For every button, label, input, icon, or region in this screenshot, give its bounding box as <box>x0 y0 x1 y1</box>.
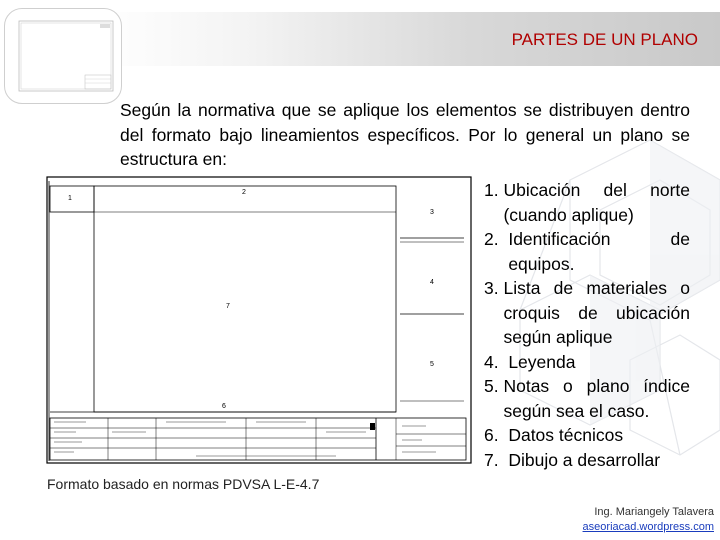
title-block-logo <box>370 423 375 430</box>
intro-paragraph: Según la normativa que se aplique los elementos se distribuyen dentro del formato bajo lineamientos específicos. Por lo general un plano se estructura en: <box>120 100 690 169</box>
list-item <box>484 423 690 448</box>
list-item <box>484 350 690 375</box>
list-item <box>484 276 690 350</box>
zone-label-2: 2 <box>242 189 246 196</box>
list-item <box>484 374 690 423</box>
list-item-number: 4. <box>484 351 509 372</box>
list-item-number: 5. <box>484 376 504 396</box>
drawing-format-diagram <box>46 176 472 464</box>
list-item-number: 6. <box>484 425 509 445</box>
zone-label-3: 3 <box>430 209 434 216</box>
list-item-number: 3. <box>484 278 504 298</box>
list-item-text: Notas o plano índice según sea el caso. <box>503 376 690 421</box>
list-item-text: Lista de materiales o croquis de ubicación según aplique <box>503 278 690 347</box>
list-item-number: 1. <box>484 180 504 200</box>
zone-label-7: 7 <box>226 303 230 310</box>
list-item-number: 2. <box>484 229 509 249</box>
sheet-thumbnail-image <box>5 9 121 103</box>
zone-label-1: 1 <box>68 195 72 202</box>
parts-list <box>484 178 690 472</box>
list-item-text: Ubicación del norte (cuando aplique) <box>503 180 690 225</box>
list-item-text: Datos técnicos <box>508 425 624 445</box>
drawing-caption: Formato basado en normas PDVSA L-E-4.7 <box>47 476 320 492</box>
list-item-text: Identificación de equipos. <box>508 229 690 274</box>
slide-title: PARTES DE UN PLANO <box>511 30 698 49</box>
zone-label-5: 5 <box>430 361 434 368</box>
sheet-border <box>47 177 471 463</box>
sheet-thumbnail <box>4 8 122 104</box>
list-item <box>484 178 690 227</box>
zone-label-6: 6 <box>222 403 226 410</box>
list-item-text: Dibujo a desarrollar <box>508 449 661 470</box>
author-name: Ing. Mariangely Talavera <box>594 506 714 518</box>
list-item <box>484 448 690 473</box>
list-item-text: Leyenda <box>508 351 576 372</box>
website-link[interactable]: aseoriacad.wordpress.com <box>582 521 714 533</box>
list-item <box>484 227 690 276</box>
list-item-number: 7. <box>484 449 509 470</box>
zone-label-4: 4 <box>430 279 434 286</box>
author-credit <box>583 505 714 535</box>
